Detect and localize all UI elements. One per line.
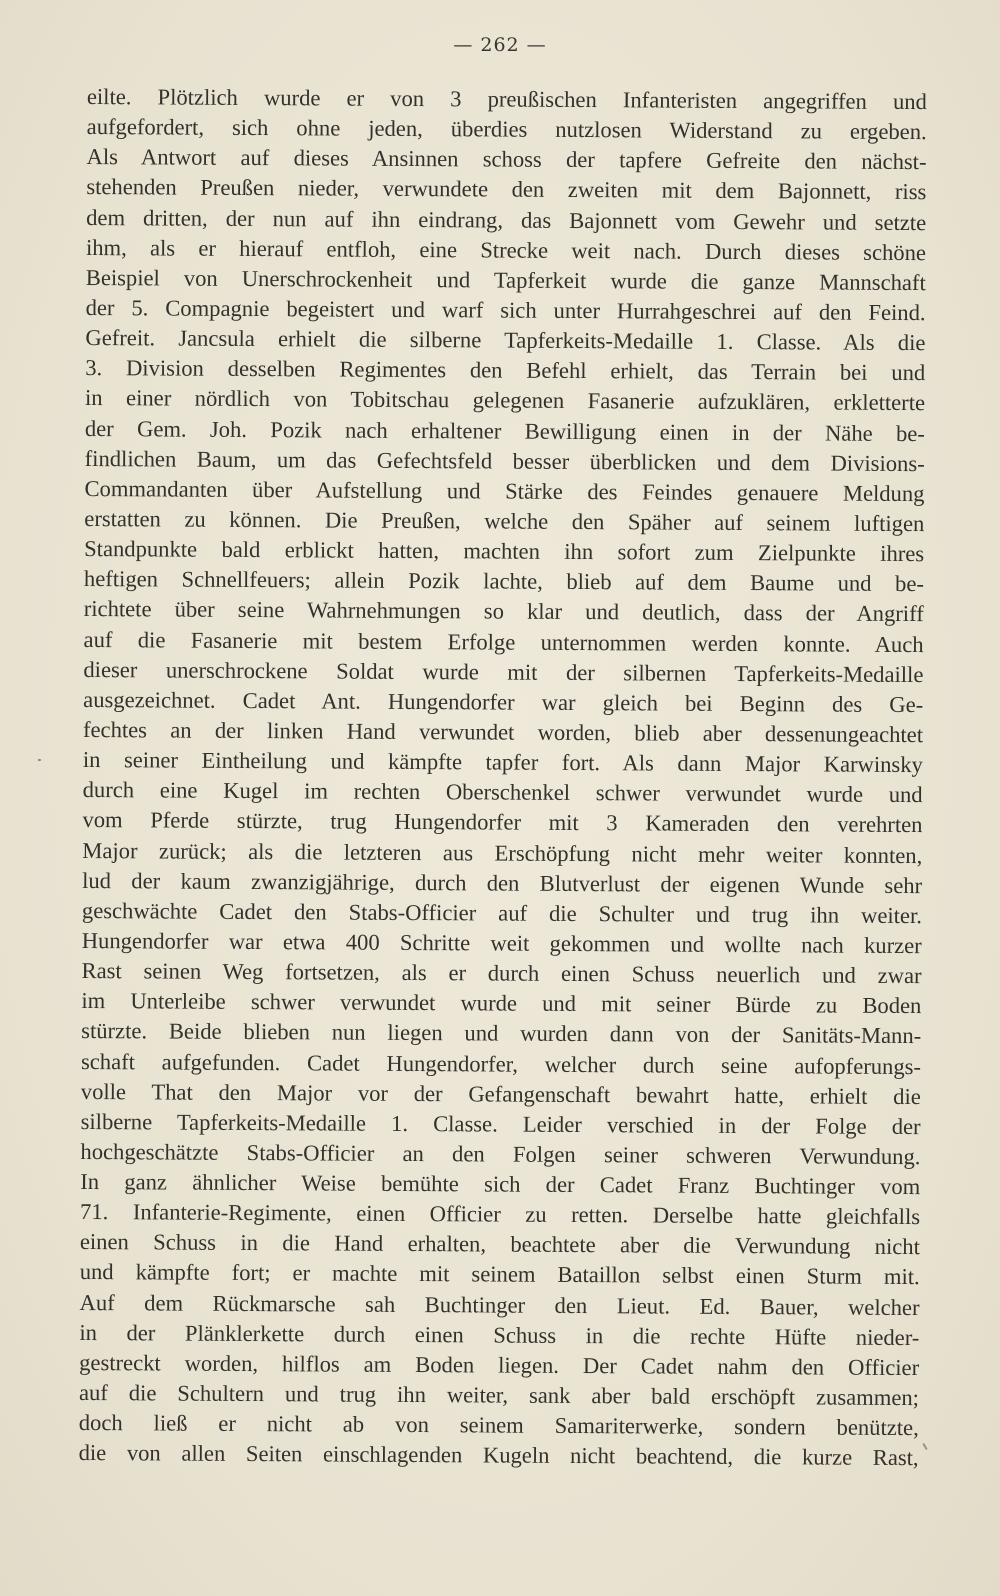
text-line-40: und kämpfte fort; er machte mit seinem Bataillon selbst einen Sturm mit. [79, 1259, 920, 1290]
text-line-14: Commandanten über Aufstellung und Stärke des Feindes genauere Meldung [84, 475, 925, 506]
text-line-4: stehenden Preußen nieder, verwundete den zweiten mit dem Bajonnett, riss [86, 174, 927, 205]
text-line-44: auf die Schultern und trug ihn weiter, sank aber bald erschöpft zusammen; [78, 1380, 920, 1411]
text-line-1: eilte. Plötzlich wurde er von 3 preußischen Infanteristen angegriffen und [86, 83, 927, 115]
ink-mark [922, 1443, 927, 1450]
text-line-3: Als Antwort auf dieses Ansinnen schoss der tapfere Gefreite den nächst- [86, 144, 927, 175]
body-text [79, 82, 927, 1474]
text-line-31: im Unterleibe schwer verwundet wurde und mit seiner Bürde zu Boden [81, 988, 922, 1019]
text-line-29: Hungendorfer war etwa 400 Schritte weit gekommen und wollte nach kurzer [81, 927, 922, 959]
text-line-30: Rast seinen Weg fortsetzen, als er durch einen Schuss neuerlich und zwar [81, 958, 922, 989]
text-line-11: in einer nördlich von Tobitschau gelegenen Fasanerie aufzuklären, erkletterte [84, 385, 926, 416]
text-line-46: die von allen Seiten einschlagenden Kugeln nicht beachtend, die kurze Rast, [78, 1440, 919, 1471]
ink-speck [38, 759, 41, 761]
text-line-37: In ganz ähnlicher Weise bemühte sich der Cadet Franz Buchtinger vom [80, 1169, 921, 1200]
page-number: — 262 — [453, 34, 547, 56]
text-line-7: Beispiel von Unerschrockenheit und Tapferkeit wurde die ganze Mannschaft [85, 264, 926, 295]
text-line-17: heftigen Schnellfeuers; allein Pozik lachte, blieb auf dem Baume und be- [83, 566, 925, 597]
text-line-6: ihm, als er hierauf entfloh, eine Strecke weit nach. Durch dieses schöne [85, 234, 927, 265]
text-line-16: Standpunkte bald erblickt hatten, machten ihn sofort zum Zielpunkte ihres [84, 536, 925, 567]
text-line-8: der 5. Compagnie begeistert und warf sich unter Hurrahgeschrei auf den Feind. [85, 294, 926, 326]
text-line-36: hochgeschätzte Stabs-Officier an den Folgen seiner schweren Verwundung. [80, 1138, 921, 1170]
text-line-23: in seiner Eintheilung und kämpfte tapfer fort. Als dann Major Karwinsky [82, 747, 923, 778]
text-line-34: volle That den Major vor der Gefangenschaft bewahrt hatte, erhielt die [80, 1078, 921, 1109]
text-line-39: einen Schuss in die Hand erhalten, beachtete aber die Verwundung nicht [79, 1229, 920, 1260]
text-line-2: aufgefordert, sich ohne jeden, überdies nutzlosen Widerstand zu ergeben. [86, 114, 927, 145]
text-line-24: durch eine Kugel im rechten Oberschenkel schwer verwundet wurde und [82, 777, 923, 808]
text-line-38: 71. Infanterie-Regimente, einen Officier zu retten. Derselbe hatte gleichfalls [80, 1199, 921, 1230]
text-line-27: lud der kaum zwanzigjährige, durch den Blutverlust der eigenen Wunde sehr [82, 867, 923, 898]
text-line-41: Auf dem Rückmarsche sah Buchtinger den Lieut. Ed. Bauer, welcher [79, 1289, 920, 1320]
text-line-45: doch ließ er nicht ab von seinem Samariterwerke, sondern benützte, [78, 1410, 919, 1441]
text-line-28: geschwächte Cadet den Stabs-Officier auf die Schulter und trug ihn weiter. [81, 897, 923, 928]
text-line-5: dem dritten, der nun auf ihn eindrang, das Bajonnett vom Gewehr und setzte [86, 204, 927, 235]
text-line-9: Gefreit. Jancsula erhielt die silberne Tapferkeits-Medaille 1. Classe. Als die [85, 325, 926, 356]
text-line-13: findlichen Baum, um das Gefechtsfeld besser überblicken und dem Divisions- [84, 445, 925, 476]
text-line-12: der Gem. Joh. Pozik nach erhaltener Bewilligung einen in der Nähe be- [84, 415, 925, 446]
text-line-18: richtete über seine Wahrnehmungen so klar und deutlich, dass der Angriff [83, 596, 924, 627]
text-line-15: erstatten zu können. Die Preußen, welche den Späher auf seinem luftigen [84, 505, 925, 537]
text-line-21: ausgezeichnet. Cadet Ant. Hungendorfer war gleich bei Beginn des Ge- [83, 686, 924, 717]
text-line-35: silberne Tapferkeits-Medaille 1. Classe. Leider verschied in der Folge der [80, 1108, 921, 1139]
text-line-42: in der Plänklerkette durch einen Schuss in die rechte Hüfte nieder- [79, 1319, 920, 1350]
text-line-19: auf die Fasanerie mit bestem Erfolge unternommen werden konnte. Auch [83, 626, 924, 657]
text-line-22: fechtes an der linken Hand verwundet worden, blieb aber dessenungeachtet [82, 716, 924, 748]
text-line-32: stürzte. Beide blieben nun liegen und wurden dann von der Sanitäts-Mann- [81, 1018, 922, 1049]
text-line-26: Major zurück; als die letzteren aus Erschöpfung nicht mehr weiter konnten, [82, 837, 923, 868]
text-line-43: gestreckt worden, hilflos am Boden liegen. Der Cadet nahm den Officier [79, 1349, 920, 1381]
text-line-33: schaft aufgefunden. Cadet Hungendorfer, welcher durch seine aufopferungs- [80, 1048, 922, 1079]
text-line-25: vom Pferde stürzte, trug Hungendorfer mit 3 Kameraden den verehrten [82, 807, 923, 838]
text-line-10: 3. Division desselben Regimentes den Befehl erhielt, das Terrain bei und [85, 355, 926, 386]
text-line-20: dieser unerschrockene Soldat wurde mit der silbernen Tapferkeits-Medaille [83, 656, 924, 687]
